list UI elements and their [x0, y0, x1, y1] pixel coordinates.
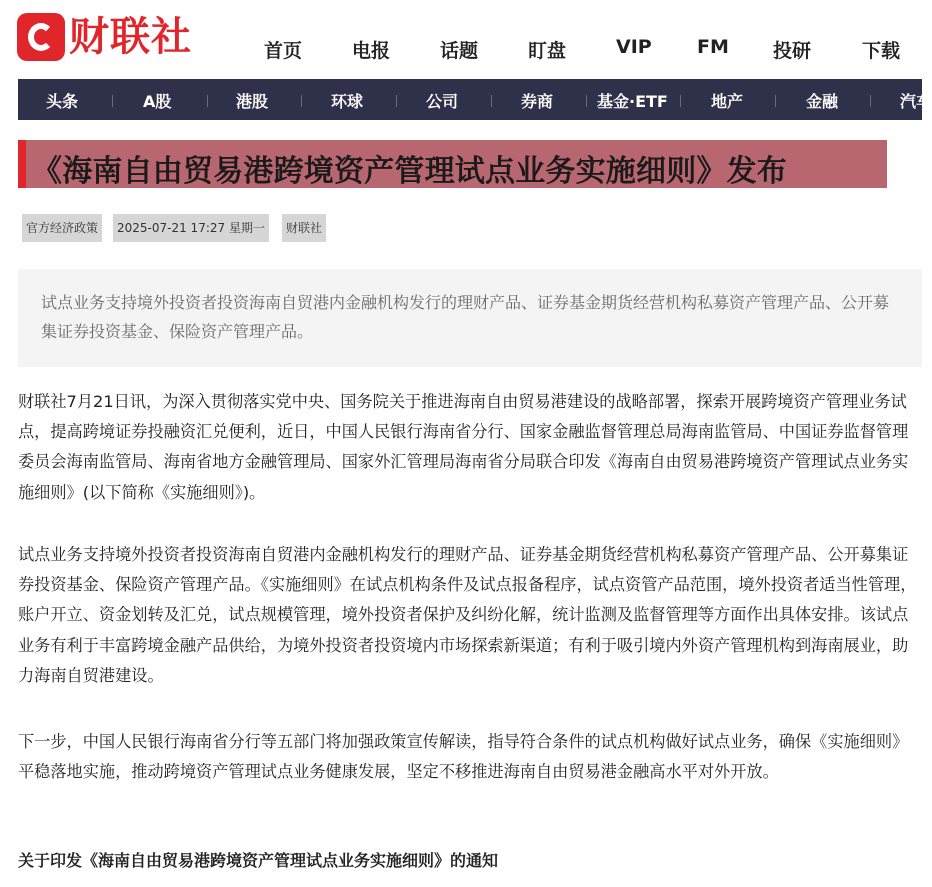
category-divider — [775, 95, 776, 107]
article-source: 财联社 — [282, 214, 326, 242]
article-summary-box — [18, 269, 922, 367]
category-divider — [870, 95, 871, 107]
nav-item-fm[interactable]: FM — [697, 36, 729, 58]
article-paragraph: 财联社7月21日讯，为深入贯彻落实党中央、国务院关于推进海南自由贸易港建设的战略部署，探索开展跨境资产管理业务试点，提高跨境证券投融资汇兑便利，近日，中国人民银行海南省分行、国家金融监督管理总局海南监管局、中国证券监督管理委员会海南监管局、海南省地方金融管理局、国家外汇管理局海南省分局联合印发《海南自由贸易港跨境资产管理试点业务实施细则》(以下简称《实施细则》)。 — [18, 392, 909, 502]
nav-item-download[interactable]: 下载 — [862, 40, 901, 62]
category-divider — [491, 95, 492, 107]
category-divider — [112, 95, 113, 107]
category-global[interactable]: 环球 — [331, 92, 364, 111]
category-bar — [18, 79, 932, 120]
nav-item-telegraph[interactable]: 电报 — [352, 40, 391, 62]
article-subheading: 关于印发《海南自由贸易港跨境资产管理试点业务实施细则》的通知 — [18, 851, 499, 870]
article-title-block — [18, 140, 887, 188]
category-hk-stocks[interactable]: 港股 — [236, 92, 269, 111]
article-tag[interactable]: 官方经济政策 — [22, 214, 102, 242]
category-real-estate[interactable]: 地产 — [711, 92, 744, 111]
nav-item-vip[interactable]: VIP — [616, 36, 652, 58]
category-finance[interactable]: 金融 — [806, 92, 839, 111]
article-paragraph: 下一步，中国人民银行海南省分行等五部门将加强政策宣传解读，指导符合条件的试点机构做好试点业务，确保《实施细则》平稳落地实施，推动跨境资产管理试点业务健康发展，坚定不移推进海南自由贸易港金融高水平对外开放。 — [18, 732, 909, 782]
category-a-shares[interactable]: A股 — [143, 92, 172, 111]
category-brokers[interactable]: 券商 — [521, 92, 554, 111]
category-companies[interactable]: 公司 — [426, 92, 459, 111]
category-divider — [680, 95, 681, 107]
site-header — [0, 0, 922, 78]
category-funds-etf[interactable]: 基金·ETF — [597, 92, 668, 111]
article-paragraph: 试点业务支持境外投资者投资海南自贸港内金融机构发行的理财产品、证券基金期货经营机构私募资产管理产品、公开募集证券投资基金、保险资产管理产品。《实施细则》在试点机构条件及试点报备程序，试点资管产品范围，境外投资者适当性管理，账户开立、资金划转及汇兑，试点规模管理，境外投资者保护及纠纷化解，统计监测及监督管理等方面作出具体安排。该试点业务有利于丰富跨境金融产品供给，为境外投资者投资境内市场探索新渠道；有利于吸引境内外资产管理机构到海南展业，助力海南自贸港建设。 — [18, 545, 917, 685]
logo-text: 财联社 — [69, 14, 192, 60]
nav-item-home[interactable]: 首页 — [264, 40, 303, 62]
category-divider — [207, 95, 208, 107]
nav-item-market-watch[interactable]: 盯盘 — [528, 40, 567, 62]
nav-item-research[interactable]: 投研 — [773, 40, 812, 62]
article-title: 《海南自由贸易港跨境资产管理试点业务实施细则》发布 — [32, 154, 787, 189]
category-divider — [586, 95, 587, 107]
article-summary: 试点业务支持境外投资者投资海南自贸港内金融机构发行的理财产品、证券基金期货经营机构私募资产管理产品、公开募集证券投资基金、保险资产管理产品。 — [41, 293, 890, 341]
nav-item-topics[interactable]: 话题 — [440, 40, 479, 62]
top-nav — [0, 36, 922, 64]
category-auto[interactable]: 汽车 — [900, 92, 932, 111]
article-datetime: 2025-07-21 17:27 星期一 — [113, 214, 269, 242]
category-divider — [396, 95, 397, 107]
category-headlines[interactable]: 头条 — [46, 92, 79, 111]
category-divider — [301, 95, 302, 107]
